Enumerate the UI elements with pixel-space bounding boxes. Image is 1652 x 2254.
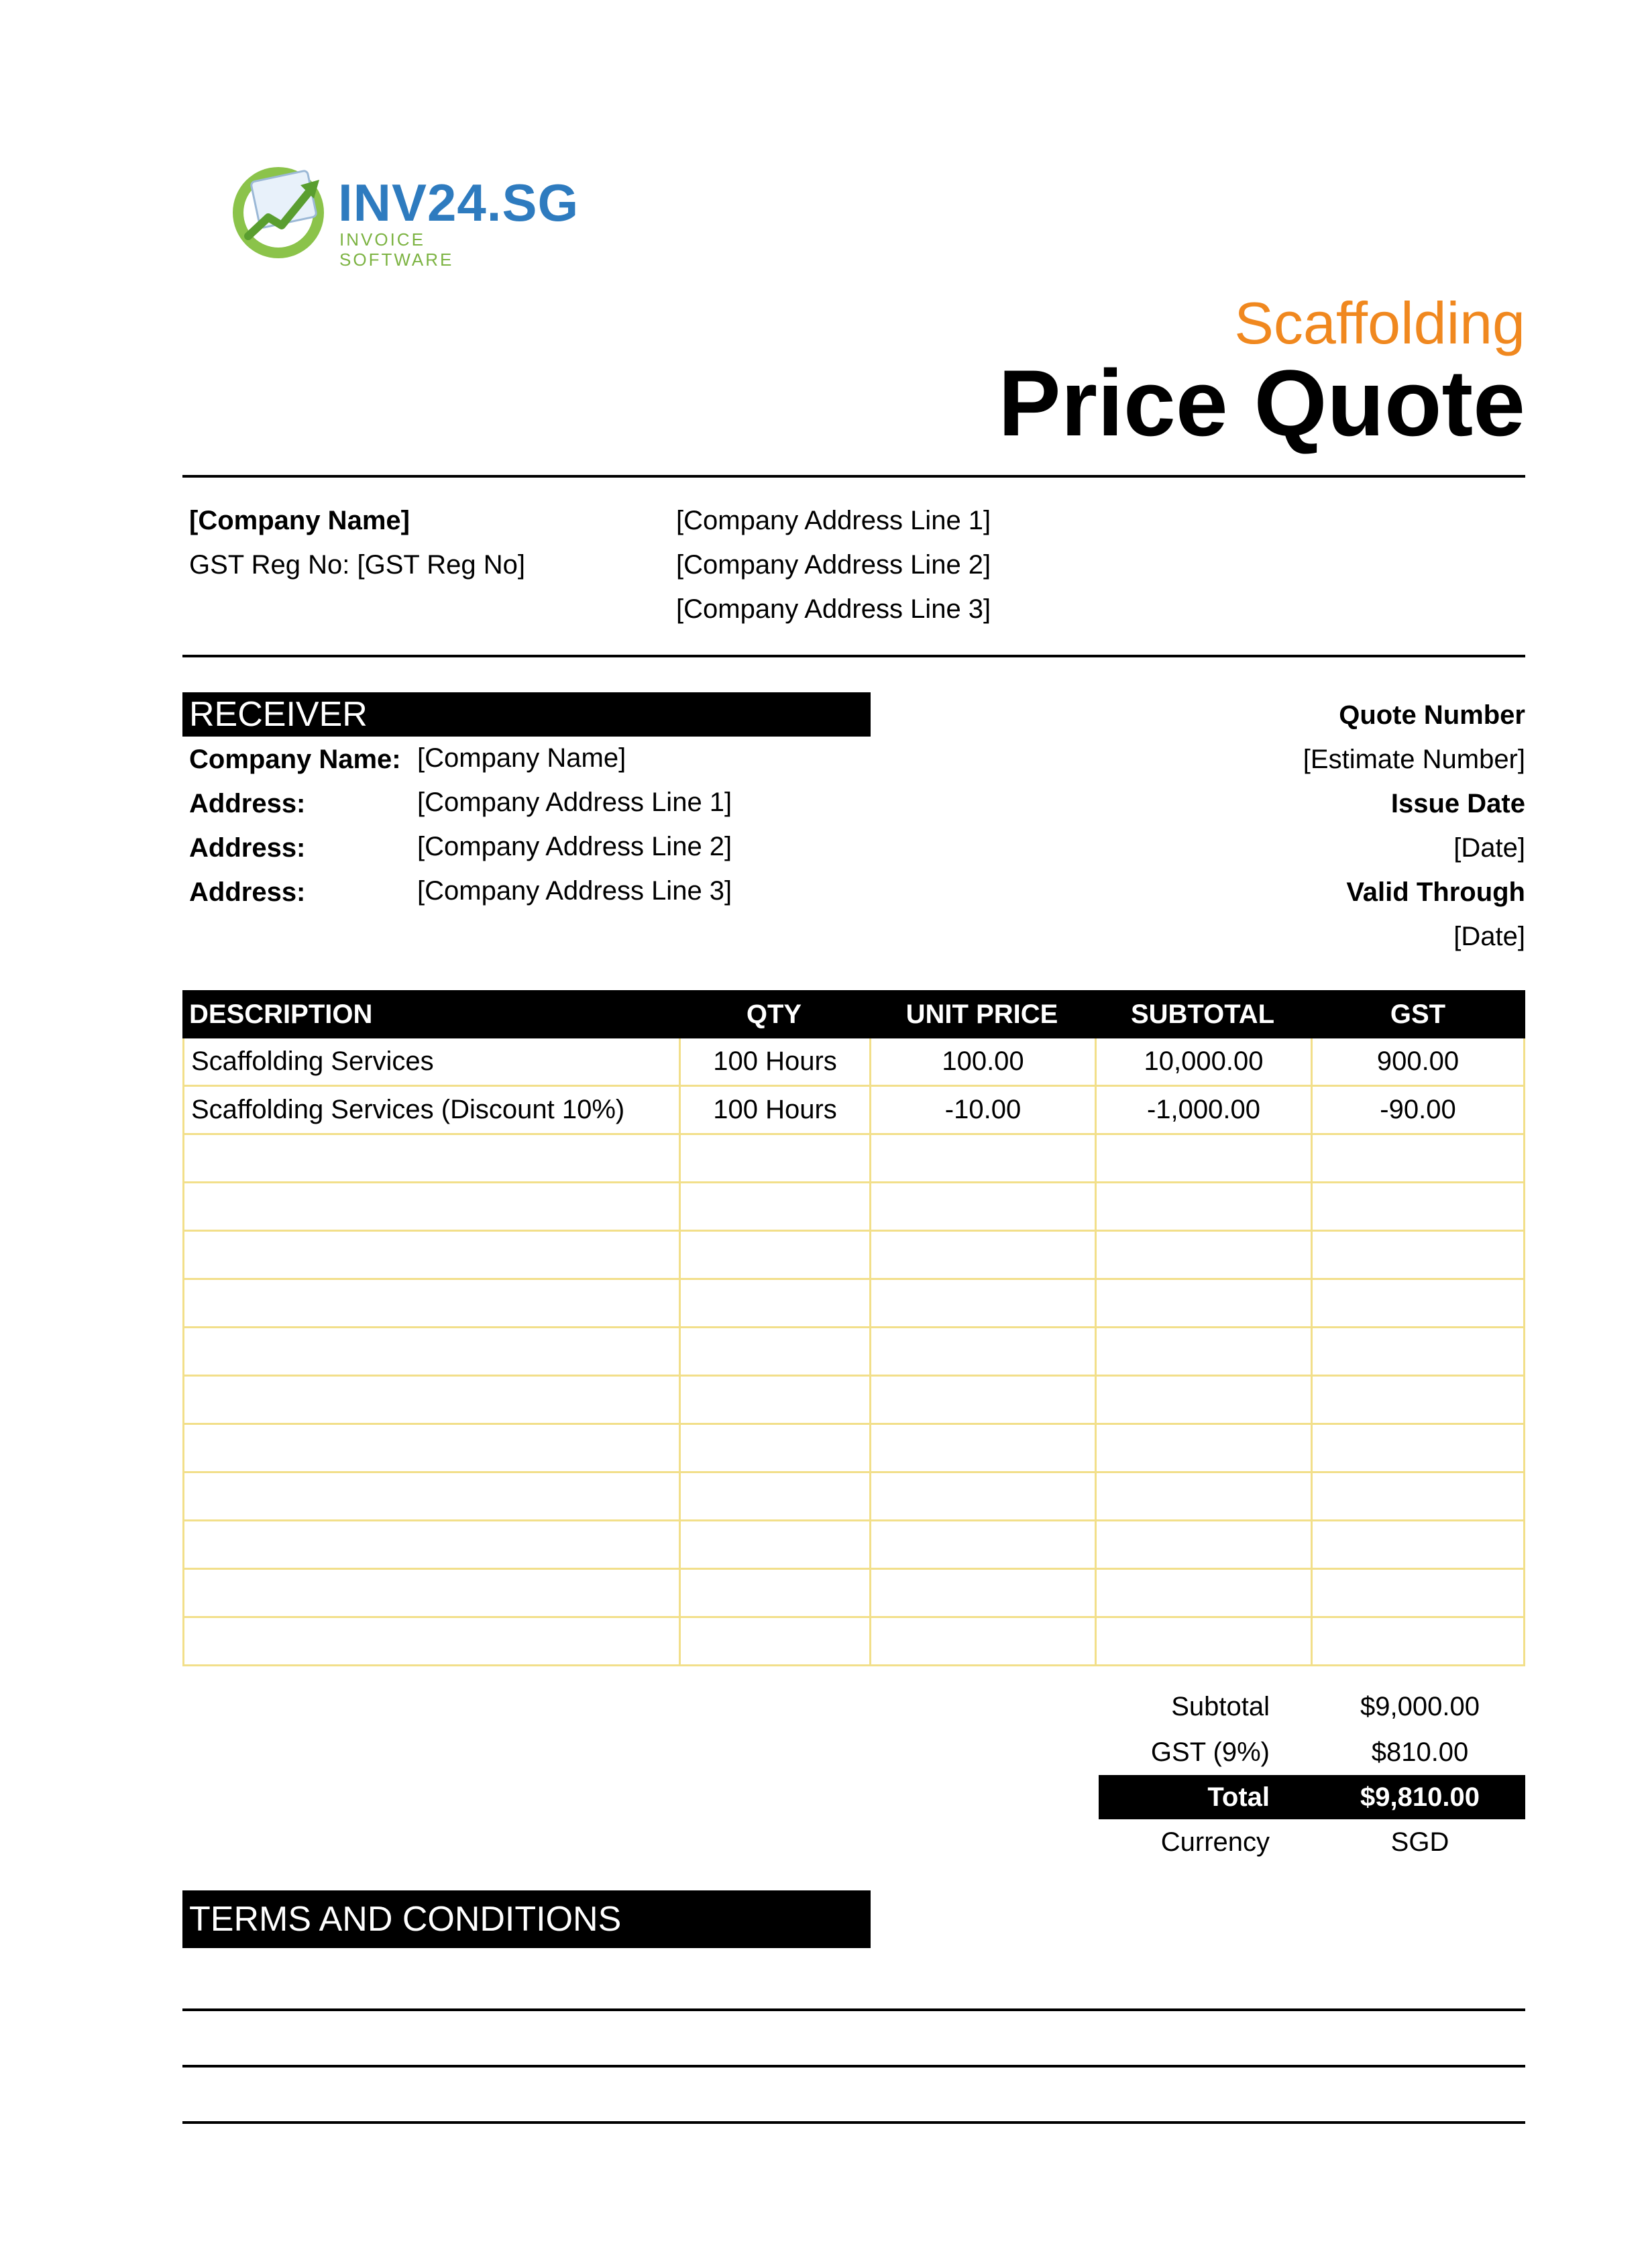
cell-subtotal (1095, 1280, 1311, 1326)
cell-unit-price (869, 1183, 1095, 1230)
cell-qty (679, 1618, 869, 1664)
cell-subtotal (1095, 1425, 1311, 1471)
table-row (182, 1377, 1525, 1425)
cell-description (182, 1425, 679, 1471)
header-gst: GST (1390, 1000, 1446, 1029)
valid-through-label: Valid Through (1346, 877, 1525, 907)
cell-subtotal (1095, 1183, 1311, 1230)
cell-unit-price: 100.00 (869, 1038, 1095, 1085)
header-qty: QTY (746, 1000, 802, 1029)
currency-value: SGD (1390, 1827, 1449, 1857)
cell-unit-price (869, 1425, 1095, 1471)
currency-label: Currency (1160, 1827, 1270, 1857)
table-row (182, 1038, 1525, 1087)
receiver-address-label-2: Address: (189, 833, 306, 863)
cell-subtotal: 10,000.00 (1095, 1038, 1311, 1085)
header-unit-price: UNIT PRICE (905, 1000, 1058, 1029)
cell-unit-price (869, 1280, 1095, 1326)
cell-description (182, 1570, 679, 1616)
cell-subtotal (1095, 1521, 1311, 1568)
cell-description (182, 1377, 679, 1423)
cell-subtotal (1095, 1135, 1311, 1181)
sender-address-line-3: [Company Address Line 3] (676, 594, 991, 624)
cell-qty (679, 1135, 869, 1181)
cell-unit-price (869, 1618, 1095, 1664)
grand-total-label: Total (1207, 1782, 1270, 1812)
cell-gst (1311, 1232, 1525, 1278)
receiver-company-value: [Company Name] (417, 743, 626, 773)
header-description: DESCRIPTION (189, 1000, 373, 1029)
table-row (182, 1521, 1525, 1570)
cell-gst (1311, 1280, 1525, 1326)
quote-number-label: Quote Number (1339, 700, 1525, 730)
receiver-address-1: [Company Address Line 1] (417, 788, 732, 817)
quote-number-value: [Estimate Number] (1303, 745, 1525, 774)
cell-gst (1311, 1570, 1525, 1616)
cell-gst (1311, 1473, 1525, 1519)
cell-gst: -90.00 (1311, 1087, 1525, 1133)
cell-gst (1311, 1135, 1525, 1181)
cell-unit-price (869, 1570, 1095, 1616)
brand-tagline: INVOICE SOFTWARE (339, 229, 454, 270)
cell-qty (679, 1280, 869, 1326)
cell-subtotal (1095, 1618, 1311, 1664)
terms-line-1 (182, 2008, 1525, 2011)
cell-qty (679, 1232, 869, 1278)
receiver-address-3: [Company Address Line 3] (417, 876, 732, 906)
receiver-address-2: [Company Address Line 2] (417, 832, 732, 861)
logo-chart-icon (228, 156, 335, 263)
document-title: Price Quote (998, 350, 1525, 455)
terms-line-3 (182, 2121, 1525, 2124)
header-subtotal: SUBTOTAL (1130, 1000, 1275, 1029)
cell-qty (679, 1328, 869, 1375)
cell-subtotal (1095, 1473, 1311, 1519)
cell-subtotal (1095, 1570, 1311, 1616)
cell-gst (1311, 1328, 1525, 1375)
cell-qty (679, 1425, 869, 1471)
table-row (182, 1473, 1525, 1521)
table-row (182, 1232, 1525, 1280)
cell-qty (679, 1521, 869, 1568)
cell-gst (1311, 1521, 1525, 1568)
receiver-address-label-1: Address: (189, 789, 306, 818)
receiver-address-label-3: Address: (189, 877, 306, 907)
brand-name: INV24.SG (338, 173, 580, 232)
gst-total-value: $810.00 (1371, 1737, 1469, 1767)
grand-total-value: $9,810.00 (1360, 1782, 1480, 1812)
cell-qty (679, 1183, 869, 1230)
table-row (182, 1280, 1525, 1328)
sender-address-line-2: [Company Address Line 2] (676, 550, 991, 580)
cell-subtotal (1095, 1232, 1311, 1278)
valid-through-value: [Date] (1453, 922, 1525, 951)
receiver-heading: RECEIVER (182, 692, 871, 737)
cell-description (182, 1521, 679, 1568)
cell-unit-price (869, 1377, 1095, 1423)
table-row (182, 1618, 1525, 1666)
terms-heading: TERMS AND CONDITIONS (182, 1890, 871, 1948)
sender-company-name: [Company Name] (189, 506, 410, 535)
cell-description: Scaffolding Services (Discount 10%) (182, 1087, 679, 1133)
table-row (182, 1328, 1525, 1377)
brand-logo (228, 156, 580, 270)
cell-unit-price (869, 1521, 1095, 1568)
table-header (182, 990, 1525, 1038)
cell-gst (1311, 1183, 1525, 1230)
table-row (182, 1087, 1525, 1135)
issue-date-label: Issue Date (1390, 789, 1525, 818)
cell-qty: 100 Hours (679, 1038, 869, 1085)
document-category: Scaffolding (1234, 290, 1525, 356)
gst-total-label: GST (9%) (1150, 1737, 1270, 1767)
cell-description (182, 1473, 679, 1519)
receiver-company-label: Company Name: (189, 745, 401, 774)
subtotal-value: $9,000.00 (1360, 1692, 1480, 1721)
cell-gst: 900.00 (1311, 1038, 1525, 1085)
cell-gst (1311, 1618, 1525, 1664)
cell-description (182, 1183, 679, 1230)
cell-unit-price (869, 1232, 1095, 1278)
cell-description (182, 1328, 679, 1375)
cell-subtotal: -1,000.00 (1095, 1087, 1311, 1133)
cell-subtotal (1095, 1377, 1311, 1423)
cell-unit-price (869, 1473, 1095, 1519)
cell-unit-price (869, 1135, 1095, 1181)
cell-qty (679, 1570, 869, 1616)
cell-description (182, 1232, 679, 1278)
cell-unit-price (869, 1328, 1095, 1375)
cell-unit-price: -10.00 (869, 1087, 1095, 1133)
cell-description (182, 1280, 679, 1326)
table-row (182, 1570, 1525, 1618)
sender-address-line-1: [Company Address Line 1] (676, 506, 991, 535)
cell-description: Scaffolding Services (182, 1038, 679, 1085)
terms-line-2 (182, 2065, 1525, 2068)
cell-qty (679, 1473, 869, 1519)
table-row (182, 1183, 1525, 1232)
issue-date-value: [Date] (1453, 833, 1525, 863)
cell-subtotal (1095, 1328, 1311, 1375)
cell-qty (679, 1377, 869, 1423)
sender-gst-reg: GST Reg No: [GST Reg No] (189, 550, 525, 580)
cell-qty: 100 Hours (679, 1087, 869, 1133)
cell-gst (1311, 1377, 1525, 1423)
table-row (182, 1425, 1525, 1473)
subtotal-label: Subtotal (1171, 1692, 1270, 1721)
divider-middle (182, 655, 1525, 657)
cell-gst (1311, 1425, 1525, 1471)
table-row (182, 1135, 1525, 1183)
cell-description (182, 1135, 679, 1181)
items-table (182, 990, 1525, 1666)
cell-description (182, 1618, 679, 1664)
divider-top (182, 475, 1525, 478)
table-body (182, 1038, 1525, 1666)
